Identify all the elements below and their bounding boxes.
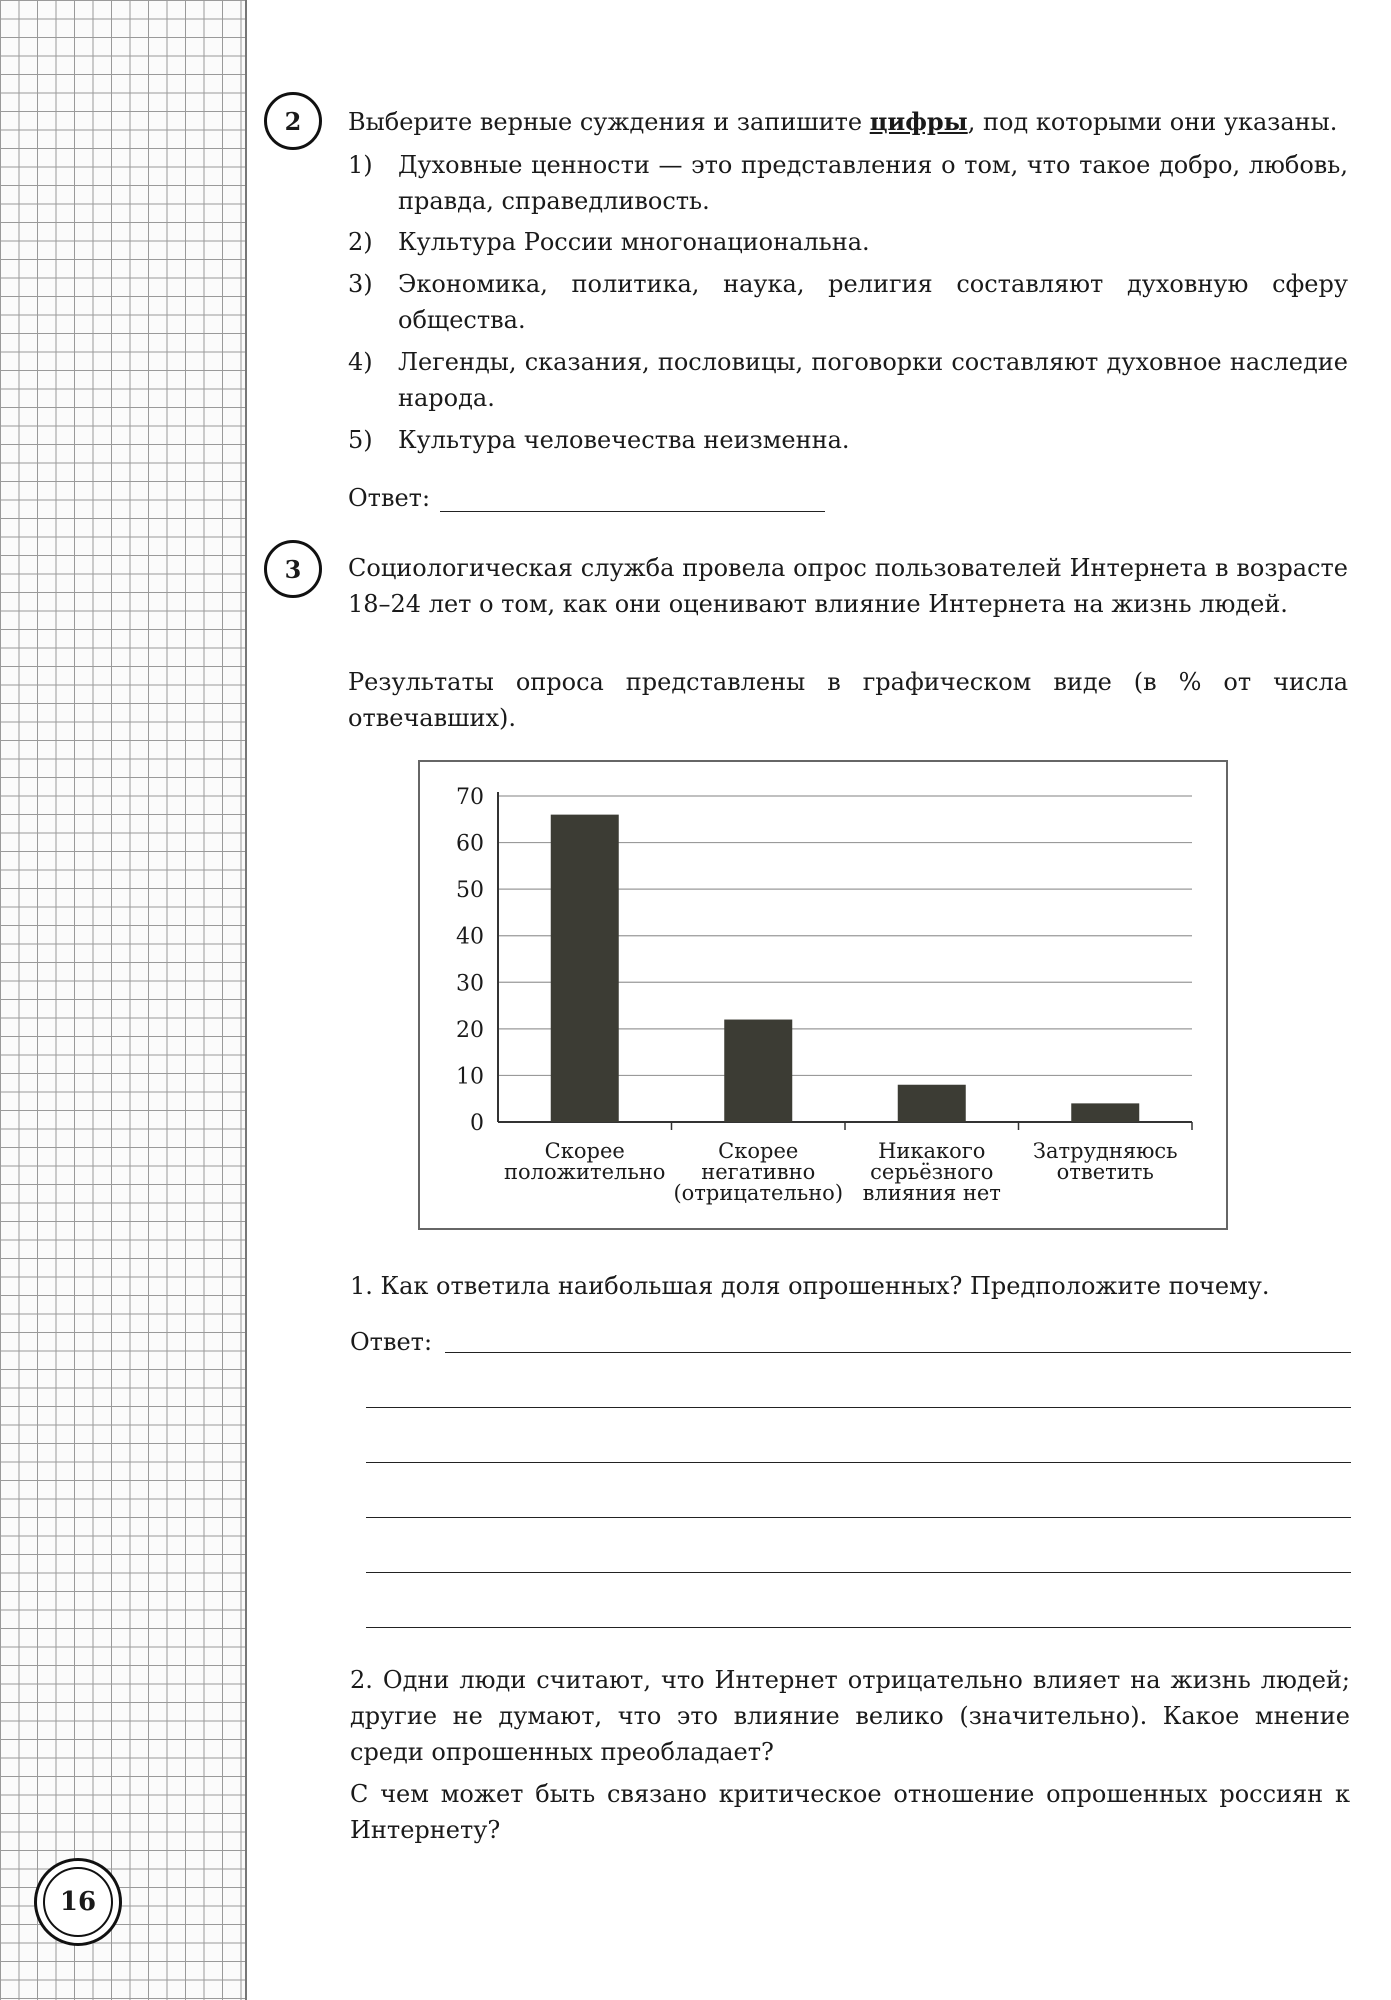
- y-tick-label: 20: [456, 1017, 484, 1043]
- answer-line-5[interactable]: [366, 1572, 1351, 1573]
- task-3-intro: Социологическая служба провела опрос пользователей Интернета в возрасте 18–24 лет о том, как они оценивают влияние Интернета на жизнь людей.: [348, 554, 1348, 618]
- answer-line-1[interactable]: [445, 1352, 1351, 1353]
- task-3-question-1: 1. Как ответила наибольшая доля опрошенных? Предположите почему.: [350, 1272, 1270, 1300]
- survey-bar-chart: [418, 760, 1228, 1230]
- answer-line-4[interactable]: [366, 1517, 1351, 1518]
- graph-paper-margin: [0, 0, 247, 2000]
- answer-line-6[interactable]: [366, 1627, 1351, 1628]
- x-category-label: Никакого: [878, 1139, 986, 1163]
- y-tick-label: 60: [456, 831, 484, 857]
- task-2-option-1: 1) Духовные ценности — это представления о том, что такое добро, любовь, правда, справедливость.: [348, 151, 1348, 215]
- task-2-option-3: 3) Экономика, политика, наука, религия составляют духовную сферу общества.: [348, 270, 1348, 334]
- task-2-answer-label: Ответ:: [348, 484, 431, 512]
- y-tick-label: 50: [456, 878, 484, 904]
- task-2-number: 2: [264, 92, 322, 150]
- y-tick-label: 40: [456, 924, 484, 950]
- x-category-label: Скорее: [544, 1139, 625, 1163]
- task-3-number: 3: [264, 540, 322, 598]
- task-3-results-note: Результаты опроса представлены в графическом виде (в % от числа отвечавших).: [348, 668, 1348, 732]
- y-tick-label: 70: [456, 785, 484, 810]
- x-category-label: ответить: [1056, 1160, 1154, 1184]
- task-3-question-2: 2. Одни люди считают, что Интернет отрицательно влияет на жизнь людей; другие не думают, что это влияние велико (значительно). Какое мнение среди опрошенных преобладает?: [350, 1666, 1350, 1766]
- page-number: 16: [43, 1867, 113, 1937]
- answer-line-2[interactable]: [366, 1407, 1351, 1408]
- task-3-question-3: С чем может быть связано критическое отношение опрошенных россиян к Интернету?: [350, 1780, 1350, 1844]
- x-category-label: положительно: [504, 1160, 666, 1184]
- y-tick-label: 0: [470, 1111, 484, 1136]
- task-2-option-2: 2) Культура России многонациональна.: [348, 228, 870, 256]
- task-2-option-4: 4) Легенды, сказания, пословицы, поговорки составляют духовное наследие народа.: [348, 348, 1348, 412]
- task-3-answer-label: Ответ:: [350, 1328, 433, 1356]
- bar: [898, 1085, 966, 1122]
- bar: [1071, 1103, 1139, 1122]
- x-category-label: негативно: [701, 1160, 816, 1184]
- x-category-label: Затрудняюсь: [1032, 1139, 1178, 1163]
- y-tick-label: 10: [456, 1064, 484, 1090]
- emphasis-digits: цифры: [869, 107, 968, 136]
- x-category-label: (отрицательно): [673, 1181, 844, 1205]
- y-tick-label: 30: [456, 971, 484, 997]
- x-category-label: серьёзного: [870, 1160, 994, 1184]
- page-number-badge: [34, 1858, 122, 1946]
- task-2-option-5: 5) Культура человечества неизменна.: [348, 426, 850, 454]
- x-category-label: влияния нет: [862, 1181, 1001, 1205]
- x-category-label: Скорее: [718, 1139, 799, 1163]
- task-2-prompt: Выберите верные суждения и запишите цифры, под которыми они указаны.: [348, 107, 1338, 136]
- bar: [724, 1020, 792, 1122]
- task-2-answer-line[interactable]: [440, 511, 825, 512]
- chart-canvas: [420, 762, 1226, 1228]
- bar: [551, 815, 619, 1122]
- answer-line-3[interactable]: [366, 1462, 1351, 1463]
